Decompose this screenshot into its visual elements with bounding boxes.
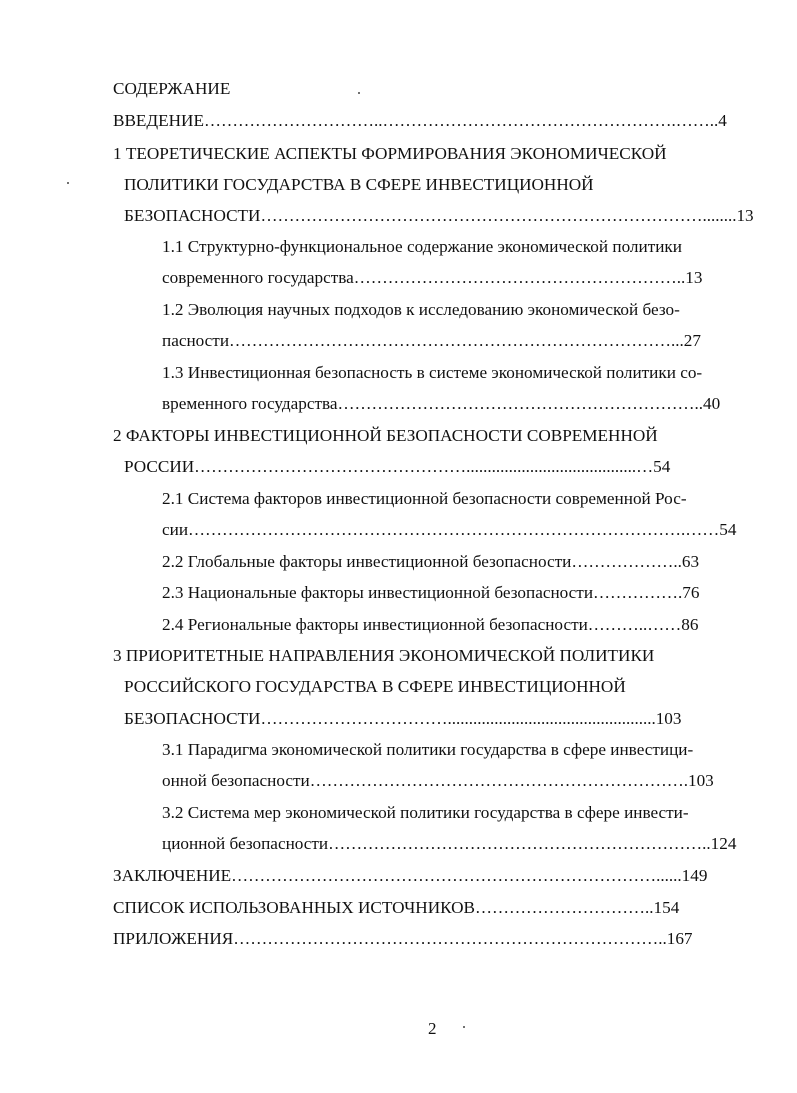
toc-entry-label: ционной безопасности bbox=[162, 834, 329, 853]
toc-section-1-2-line2[interactable] bbox=[162, 330, 755, 352]
toc-entry-label: РОССИИ bbox=[124, 457, 195, 476]
toc-page-number: 27 bbox=[683, 331, 701, 350]
toc-section-1-1-line1[interactable]: 1.1 Структурно-функциональное содержание экономической политики bbox=[162, 237, 682, 256]
toc-entry-label: 2.4 Региональные факторы инвестиционной безопасности bbox=[162, 615, 588, 634]
toc-page-number: 54 bbox=[719, 520, 737, 539]
toc-chapter-1-line1[interactable]: 1 ТЕОРЕТИЧЕСКИЕ АСПЕКТЫ ФОРМИРОВАНИЯ ЭКОНОМИЧЕСКОЙ bbox=[113, 144, 667, 163]
leader-dots: …………………………………………………………………………….…… bbox=[188, 520, 720, 539]
toc-entry-label: БЕЗОПАСНОСТИ bbox=[124, 709, 261, 728]
leader-dots: ………..…… bbox=[587, 615, 682, 634]
scan-speck bbox=[67, 182, 69, 184]
toc-entry-label: СПИСОК ИСПОЛЬЗОВАННЫХ ИСТОЧНИКОВ bbox=[113, 898, 476, 917]
toc-page-number: 13 bbox=[685, 268, 703, 287]
toc-page-number: 154 bbox=[653, 898, 680, 917]
scan-speck bbox=[463, 1026, 465, 1028]
toc-section-1-2-line1[interactable]: 1.2 Эволюция научных подходов к исследованию экономической безо- bbox=[162, 300, 680, 319]
toc-entry-label: 2.3 Национальные факторы инвестиционной безопасности bbox=[162, 583, 594, 602]
toc-entry-label: современного государства bbox=[162, 268, 354, 287]
leader-dots: ……………………………………………………………………........ bbox=[260, 206, 737, 225]
leader-dots: ………………………….. bbox=[475, 898, 654, 917]
leader-dots: …………………………..…………………………………………….…….. bbox=[203, 111, 719, 130]
toc-page-number: 124 bbox=[710, 834, 737, 853]
toc-chapter-1-line2[interactable]: ПОЛИТИКИ ГОСУДАРСТВА В СФЕРЕ ИНВЕСТИЦИОННОЙ bbox=[124, 175, 594, 194]
toc-section-2-1-line1[interactable]: 2.1 Система факторов инвестиционной безопасности современной Рос- bbox=[162, 489, 687, 508]
toc-section-3-2-line2[interactable] bbox=[162, 833, 755, 855]
leader-dots: ……………………………………………………………………... bbox=[229, 331, 684, 350]
toc-chapter-2-line2[interactable] bbox=[124, 456, 755, 478]
toc-page-number: 54 bbox=[653, 457, 671, 476]
toc-entry-label: ЗАКЛЮЧЕНИЕ bbox=[113, 866, 232, 885]
leader-dots: ………………………………………………………….. bbox=[328, 834, 711, 853]
toc-section-3-2-line1[interactable]: 3.2 Система мер экономической политики государства в сфере инвести- bbox=[162, 803, 689, 822]
toc-section-2-4[interactable] bbox=[162, 614, 698, 636]
toc-section-3-1-line1[interactable]: 3.1 Парадигма экономической политики государства в сфере инвестици- bbox=[162, 740, 694, 759]
toc-chapter-3-line1[interactable]: 3 ПРИОРИТЕТНЫЕ НАПРАВЛЕНИЯ ЭКОНОМИЧЕСКОЙ ПОЛИТИКИ bbox=[113, 646, 655, 665]
leader-dots: ……………………………................................................. bbox=[260, 709, 656, 728]
toc-entry-conclusion[interactable] bbox=[113, 865, 755, 887]
toc-entry-label: ВВЕДЕНИЕ bbox=[113, 111, 204, 130]
leader-dots: ………………………………………………….. bbox=[353, 268, 686, 287]
toc-page-number: 103 bbox=[655, 709, 682, 728]
toc-entry-label: ПРИЛОЖЕНИЯ bbox=[113, 929, 234, 948]
leader-dots: ………………………………………………………………….. bbox=[233, 929, 667, 948]
toc-chapter-1-line3[interactable] bbox=[124, 205, 755, 227]
toc-section-1-3-line1[interactable]: 1.3 Инвестиционная безопасность в системе экономической политики со- bbox=[162, 363, 703, 382]
toc-page-number: 167 bbox=[666, 929, 693, 948]
leader-dots: …………………………………………………………. bbox=[309, 771, 688, 790]
toc-chapter-3-line2[interactable]: РОССИЙСКОГО ГОСУДАРСТВА В СФЕРЕ ИНВЕСТИЦИОННОЙ bbox=[124, 677, 626, 696]
leader-dots: ……………………………………………………….. bbox=[337, 394, 704, 413]
toc-section-2-1-line2[interactable] bbox=[162, 519, 755, 541]
toc-page-number: 4 bbox=[718, 111, 727, 130]
toc-section-1-3-line2[interactable] bbox=[162, 393, 755, 415]
scan-speck bbox=[358, 92, 360, 94]
toc-section-2-2[interactable] bbox=[162, 551, 699, 573]
page-number: 2 bbox=[428, 1019, 437, 1038]
toc-entry-sources[interactable] bbox=[113, 897, 755, 919]
toc-page-number: 13 bbox=[736, 206, 754, 225]
toc-entry-label: временного государства bbox=[162, 394, 338, 413]
toc-entry-label: 2.2 Глобальные факторы инвестиционной безопасности bbox=[162, 552, 572, 571]
leader-dots: …………………………………………........................................… bbox=[194, 457, 654, 476]
toc-chapter-2-line1[interactable]: 2 ФАКТОРЫ ИНВЕСТИЦИОННОЙ БЕЗОПАСНОСТИ СОВРЕМЕННОЙ bbox=[113, 426, 658, 445]
toc-entry-label: онной безопасности bbox=[162, 771, 310, 790]
toc-title: СОДЕРЖАНИЕ bbox=[113, 79, 231, 98]
toc-entry-intro[interactable] bbox=[113, 110, 755, 132]
toc-entry-label: сии bbox=[162, 520, 189, 539]
toc-section-2-3[interactable] bbox=[162, 582, 699, 604]
toc-entry-label: пасности bbox=[162, 331, 230, 350]
toc-section-3-1-line2[interactable] bbox=[162, 770, 755, 792]
leader-dots: ……………. bbox=[593, 583, 683, 602]
toc-page-number: 63 bbox=[681, 552, 700, 571]
toc-entry-label: БЕЗОПАСНОСТИ bbox=[124, 206, 261, 225]
leader-dots: …………………………………………………………………...... bbox=[231, 866, 682, 885]
toc-page-number: 76 bbox=[682, 583, 700, 602]
toc-page-number: 40 bbox=[703, 394, 721, 413]
toc-entry-appendix[interactable] bbox=[113, 928, 755, 950]
leader-dots: ……………….. bbox=[571, 552, 682, 571]
toc-page-number: 103 bbox=[687, 771, 714, 790]
toc-chapter-3-line3[interactable] bbox=[124, 708, 755, 730]
toc-section-1-1-line2[interactable] bbox=[162, 267, 755, 289]
toc-page-number: 86 bbox=[681, 615, 699, 634]
toc-page-number: 149 bbox=[681, 866, 708, 885]
